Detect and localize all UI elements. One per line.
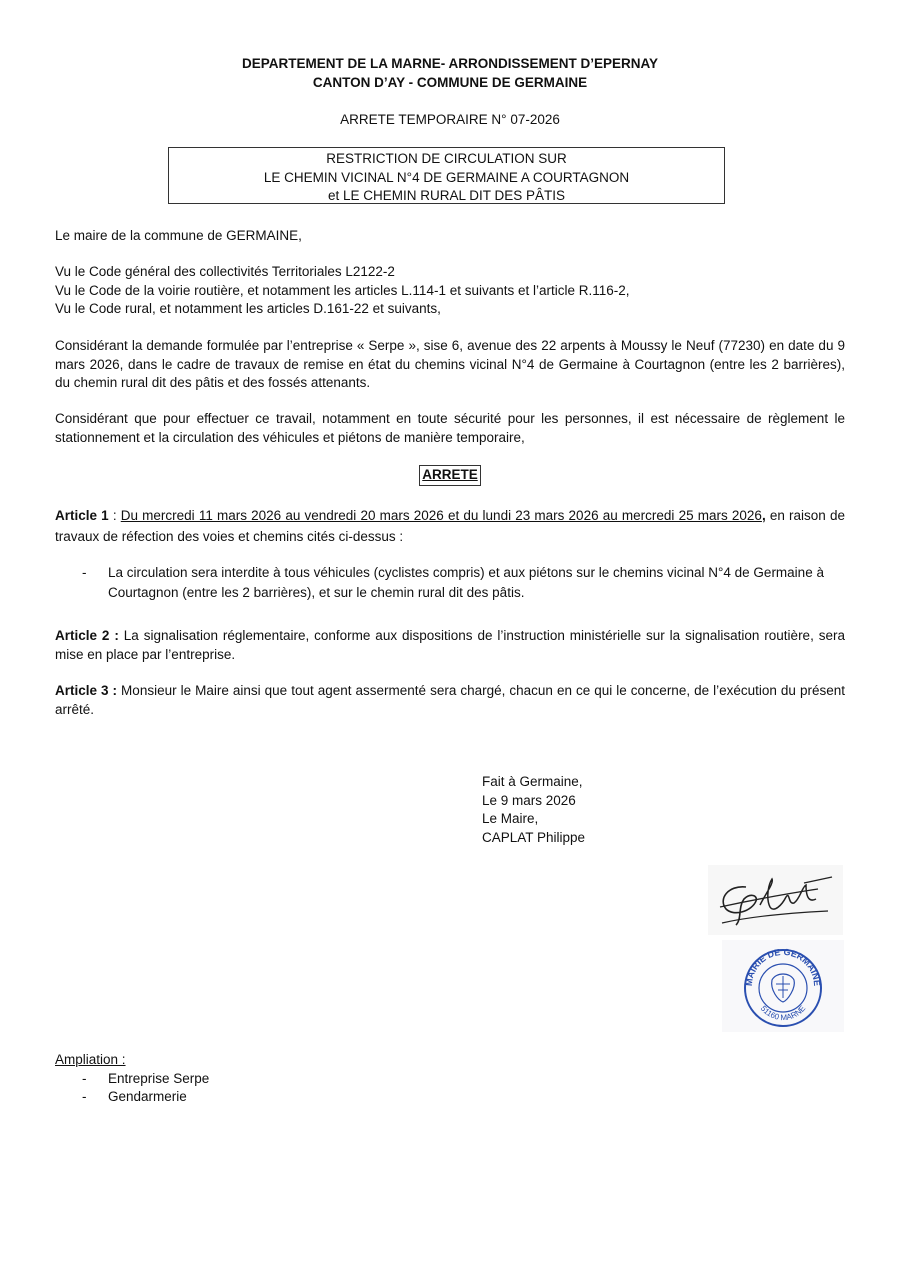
stamp-top-text: MAIRIE DE GERMAINE: [743, 946, 823, 987]
arrete-number: ARRETE TEMPORAIRE N° 07-2026: [340, 112, 560, 127]
title-line-2: LE CHEMIN VICINAL N°4 DE GERMAINE A COURTAGNON: [263, 169, 630, 185]
signature-block: [482, 773, 585, 847]
vu-list: [55, 263, 845, 319]
title-line-1: RESTRICTION DE CIRCULATION SUR: [326, 151, 567, 166]
sign-role: Le Maire,: [482, 811, 539, 826]
header-line-2: CANTON D’AY - COMMUNE DE GERMAINE: [312, 74, 588, 90]
article-3-text: Monsieur le Maire ainsi que tout agent assermenté sera chargé, chacun en ce qui le concerne, de l’exécution du présent arrêté.: [55, 683, 845, 717]
arrete-heading: [0, 465, 900, 486]
ampliation-dash: -: [82, 1071, 87, 1086]
article-1-bullet-text: La circulation sera interdite à tous véhicules (cyclistes compris) et aux piétons sur le chemins vicinal N°4 de Germaine à Courtagnon (entre les 2 barrières), et sur le chemin rural dit des pâtis.: [108, 565, 824, 600]
considerant-1: Considérant la demande formulée par l’entreprise « Serpe », sise 6, avenue des 22 arpents à Moussy le Neuf (77230) en date du 9 mars 2026, dans le cadre de travaux de remise en état du chemins vicinal N°4 de Germaine à Courtagnon (entre les 2 barrières), du chemin rural dit des pâtis et des fossés attenants.: [55, 338, 845, 390]
header-line-1: DEPARTEMENT DE LA MARNE- ARRONDISSEMENT D’EPERNAY: [241, 56, 659, 71]
intro-text: Le maire de la commune de GERMAINE,: [55, 228, 302, 243]
vu-line: Vu le Code général des collectivités Territoriales L2122-2: [55, 264, 395, 279]
vu-line: Vu le Code de la voirie routière, et notamment les articles L.114-1 et suivants et l’article R.116-2,: [55, 282, 630, 298]
ampliation-label: Ampliation :: [55, 1052, 126, 1067]
mairie-stamp: [722, 940, 844, 1032]
article-1: [55, 505, 845, 547]
ampliation-item-text: Gendarmerie: [108, 1089, 187, 1104]
article-1-text: en raison de travaux de réfection des voies et chemins cités ci-dessus :: [55, 508, 845, 544]
article-1-comma: ,: [761, 508, 766, 523]
title-line-3: et LE CHEMIN RURAL DIT DES PÂTIS: [327, 188, 566, 203]
handwritten-signature: [708, 865, 843, 935]
ampliation-item-text: Entreprise Serpe: [108, 1071, 210, 1086]
bullet-dash: -: [82, 565, 87, 580]
article-2: [55, 627, 845, 664]
article-1-dates: Du mercredi 11 mars 2026 au vendredi 20 mars 2026 et du lundi 23 mars 2026 au mercredi 25 mars 2026: [120, 508, 762, 523]
considerant-2: Considérant que pour effectuer ce travail, notamment en toute sécurité pour les personnes, il est nécessaire de règlement le stationnement et la circulation des véhicules et piétons de manière temporaire,: [55, 411, 845, 445]
article-2-text: La signalisation réglementaire, conforme aux dispositions de l’instruction ministérielle sur la signalisation routière, sera mise en place par l’entreprise.: [55, 628, 845, 662]
sign-place: Fait à Germaine,: [482, 774, 583, 789]
sign-date: Le 9 mars 2026: [482, 792, 576, 808]
sign-name: CAPLAT Philippe: [482, 829, 586, 845]
article-1-sep: :: [108, 508, 121, 523]
stamp-bottom-text: 51160 MARNE: [758, 1003, 808, 1023]
article-1-label: Article 1: [55, 508, 109, 523]
ampliation-dash: -: [82, 1089, 87, 1104]
article-2-label: Article 2 :: [55, 628, 119, 643]
document-header: [0, 55, 900, 92]
article-3: [55, 682, 845, 719]
title-box: [168, 147, 725, 204]
article-3-label: Article 3 :: [55, 683, 118, 698]
arrete-word: ARRETE: [419, 465, 481, 486]
vu-line: Vu le Code rural, et notamment les articles D.161-22 et suivants,: [55, 301, 441, 316]
